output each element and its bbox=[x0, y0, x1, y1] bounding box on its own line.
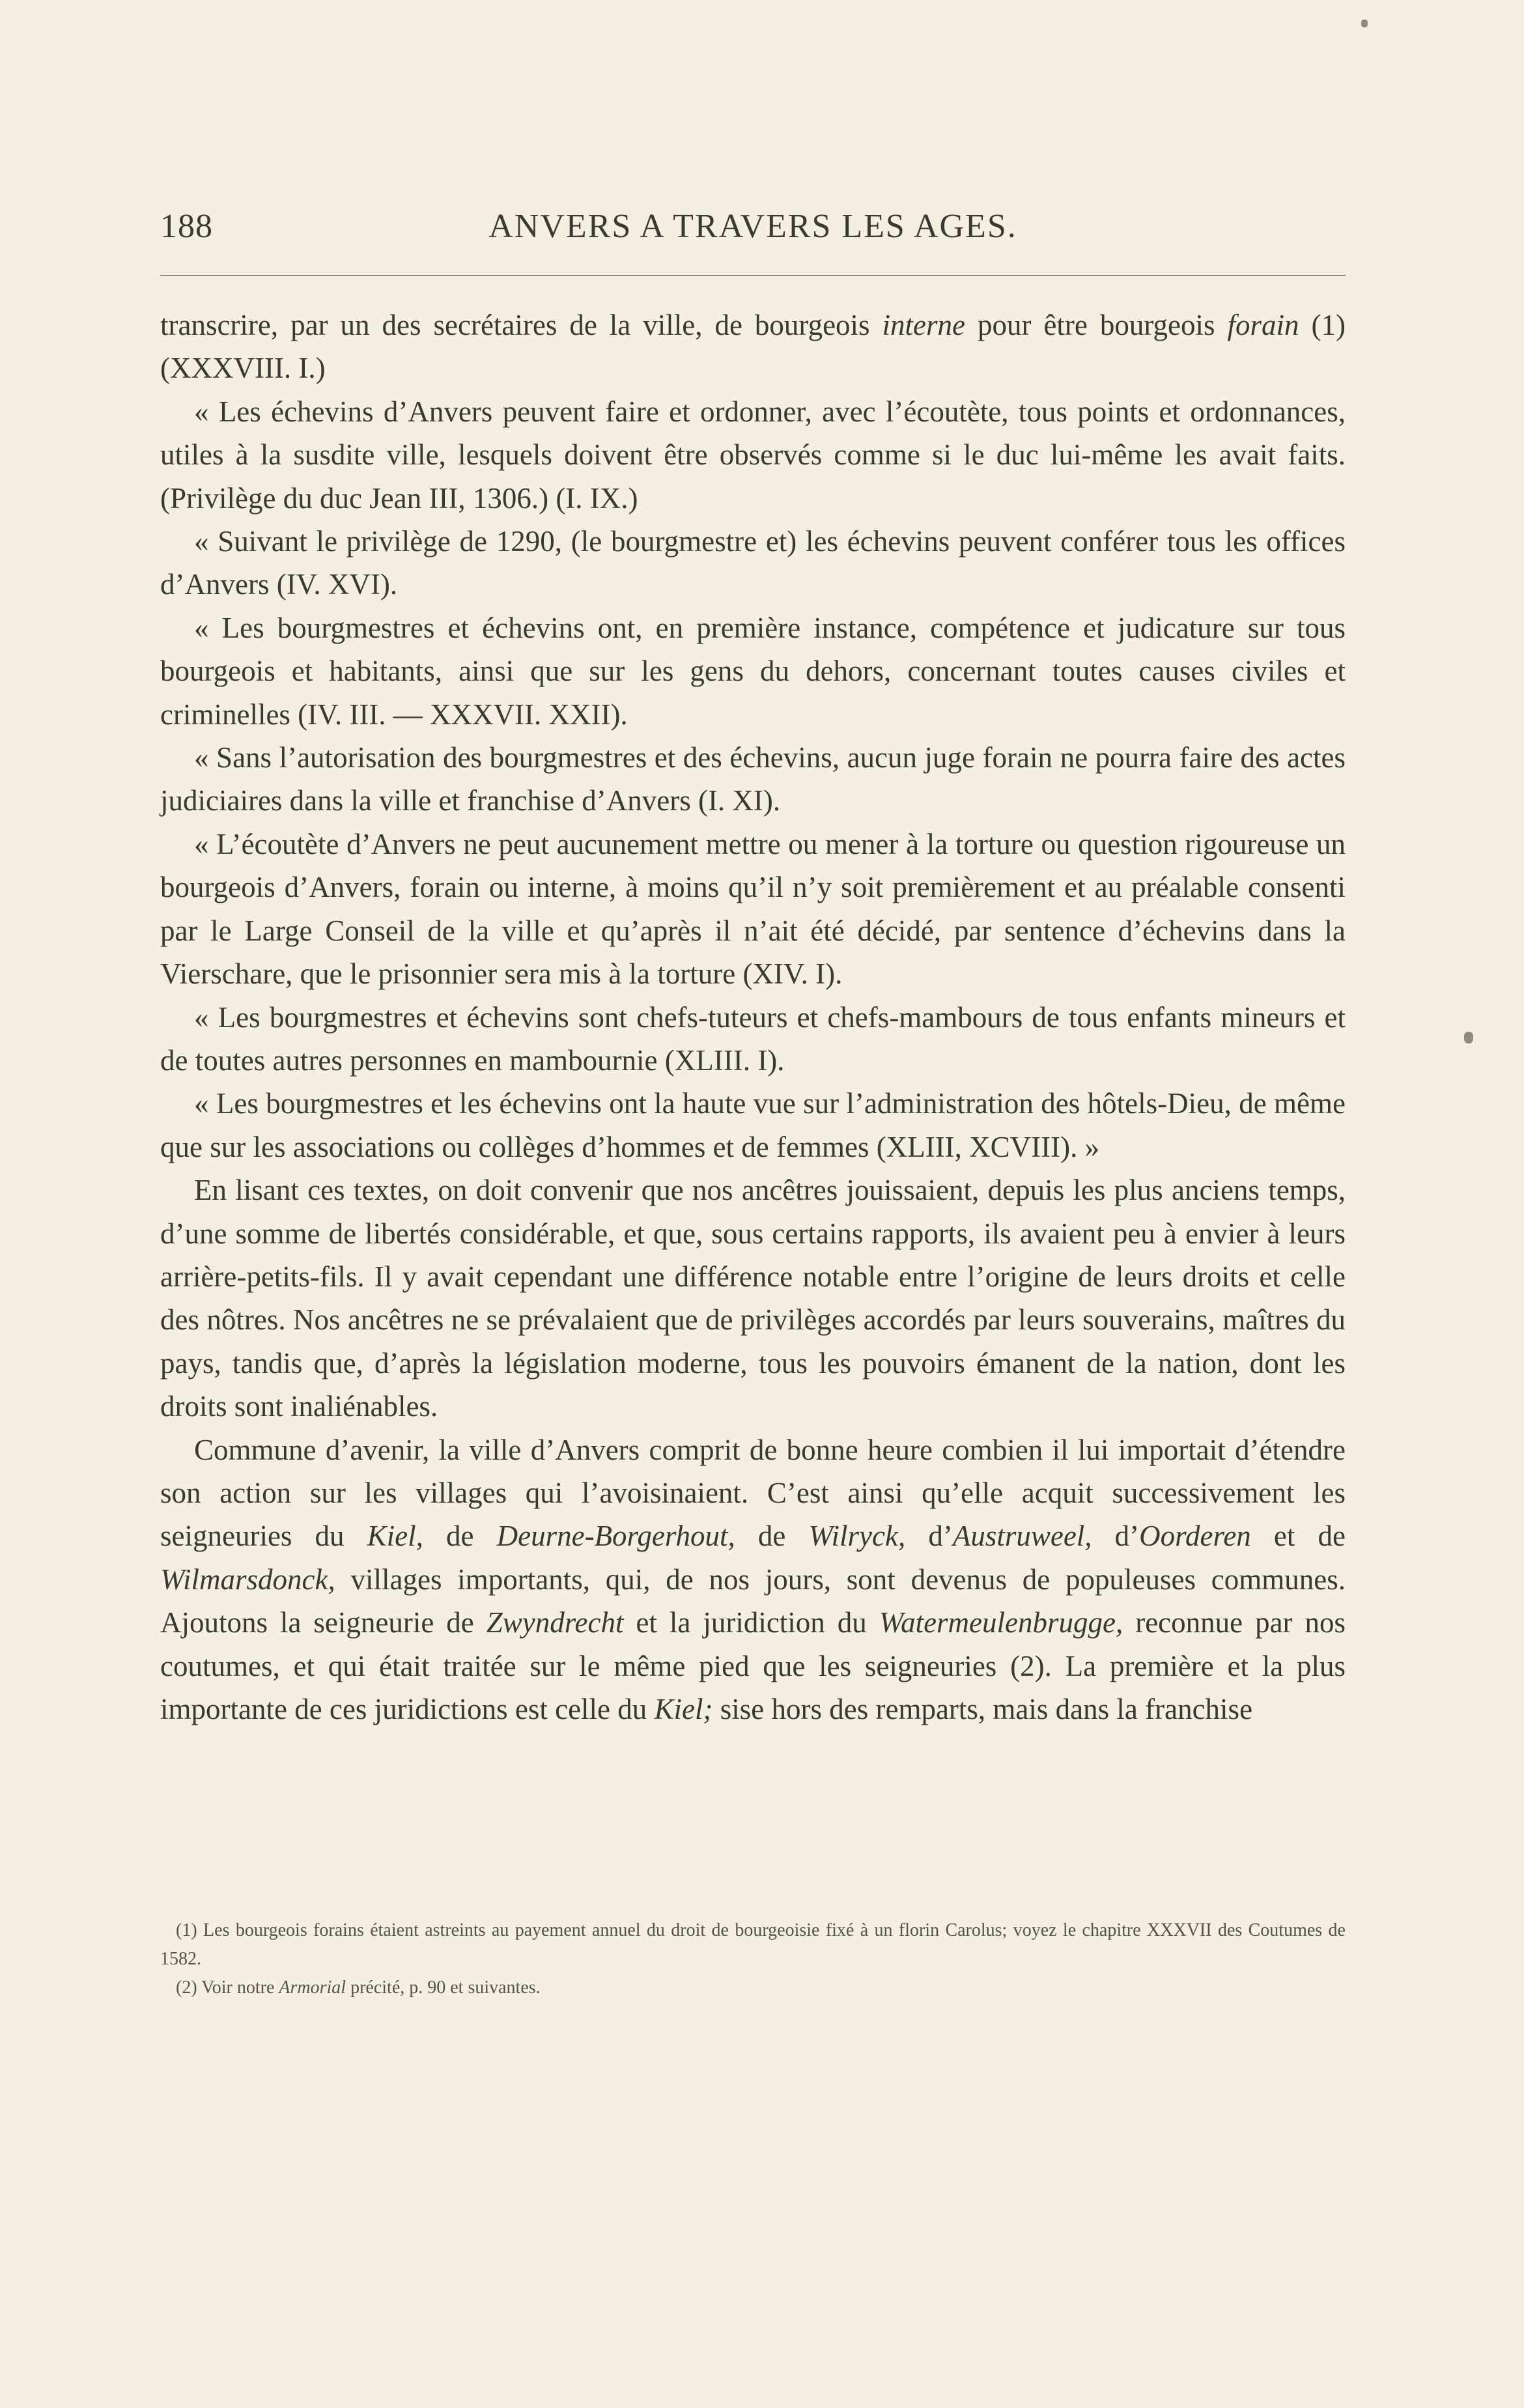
text-run: de bbox=[423, 1520, 497, 1553]
quoted-paragraph: « Suivant le privilège de 1290, (le bourgmestre et) les échevins peuvent conférer tous les offices d’Anvers (IV. XVI). bbox=[160, 525, 1346, 601]
quoted-paragraph: « Les bourgmestres et échevins ont, en première instance, compétence et judicature sur tous bourgeois et habitants, ainsi que sur les gens du dehors, concernant toutes causes civiles et criminelles (IV. III. — XXXVII. XXII). bbox=[160, 611, 1346, 731]
italic-place: Zwyndrecht bbox=[486, 1606, 624, 1639]
header-rule bbox=[160, 275, 1346, 276]
italic-place: Kiel; bbox=[654, 1693, 713, 1725]
paper-speck bbox=[1361, 20, 1368, 27]
italic-place: Deurne-Borgerhout, bbox=[496, 1520, 735, 1553]
footnote-1: (1) Les bourgeois forains étaient astreints au payement annuel du droit de bourgeoisie fixé à un florin Carolus; voyez le chapitre XXXVII des Coutumes de 1582. bbox=[160, 1920, 1346, 1969]
text-run: d’ bbox=[1092, 1520, 1140, 1553]
text-run: (1) (XXXVIII. I.) bbox=[160, 309, 1346, 385]
paper-speck bbox=[1464, 1032, 1473, 1043]
quoted-paragraph: « L’écoutète d’Anvers ne peut aucunement mettre ou mener à la torture ou question rigoureuse un bourgeois d’Anvers, forain ou interne, à moins qu’il n’y soit premièrement et au préalable consenti par le Large Conseil de la ville et qu’après il n’ait été décidé, par sentence d’échevins dans la Vierschare, que le prisonnier sera mis à la torture (XIV. I). bbox=[160, 827, 1346, 991]
italic-title: Armorial bbox=[279, 1977, 346, 1998]
italic-place: Oorderen bbox=[1139, 1520, 1251, 1553]
book-page bbox=[160, 207, 1346, 1998]
running-header bbox=[160, 207, 1346, 254]
italic-place: Wilmarsdonck, bbox=[160, 1563, 335, 1596]
text-run: transcrire, par un des secrétaires de la ville, de bourgeois bbox=[160, 309, 882, 341]
italic-term: forain bbox=[1227, 309, 1299, 341]
paragraph bbox=[160, 1428, 1346, 1731]
italic-place: Kiel, bbox=[367, 1520, 423, 1553]
text-run: Commune d’avenir, la ville d’Anvers comprit de bonne heure combien il lui importait d’étendre son action sur les villages qui l’avoisinaient. C’est ainsi qu’elle acquit successivement les seigneuries du bbox=[160, 1433, 1346, 1553]
italic-place: Austruweel, bbox=[952, 1520, 1092, 1553]
running-title: ANVERS A TRAVERS LES AGES. bbox=[488, 208, 1017, 245]
text-run: et la juridiction du bbox=[623, 1606, 879, 1639]
text-run: sise hors des remparts, mais dans la franchise bbox=[713, 1693, 1253, 1725]
text-run: de bbox=[735, 1520, 809, 1553]
text-run: précité, p. 90 et suivantes. bbox=[346, 1977, 541, 1998]
footnotes bbox=[160, 1916, 1346, 2002]
text-run: et de bbox=[1250, 1520, 1346, 1553]
footnote-2 bbox=[160, 1974, 1346, 2002]
text-run: villages importants, qui, de nos jours, sont devenus de populeuses communes. Ajoutons la seigneurie de bbox=[160, 1563, 1346, 1639]
italic-place: Wilryck, bbox=[808, 1520, 906, 1553]
text-run: (2) Voir notre bbox=[176, 1977, 279, 1998]
quoted-paragraph: « Les bourgmestres et les échevins ont la haute vue sur l’administration des hôtels-Dieu, de même que sur les associations ou collèges d’hommes et de femmes (XLIII, XCVIII). » bbox=[160, 1087, 1346, 1163]
italic-place: Watermeulenbrugge, bbox=[879, 1606, 1123, 1639]
paragraph: En lisant ces textes, on doit convenir que nos ancêtres jouissaient, depuis les plus anciens temps, d’une somme de libertés considérable, et que, sous certains rapports, ils avaient peu à envier à leurs arrière-petits-fils. Il y avait cependant une différence notable entre l’origine de leurs droits et celle des nôtres. Nos ancêtres ne se prévalaient que de privilèges accordés par leurs souverains, maîtres du pays, tandis que, d’après la législation moderne, tous les pouvoirs émanent de la nation, dont les droits sont inaliénables. bbox=[160, 1174, 1346, 1423]
italic-term: interne bbox=[882, 309, 966, 341]
text-run: pour être bourgeois bbox=[965, 309, 1228, 341]
main-text bbox=[160, 304, 1346, 1731]
quoted-paragraph: « Sans l’autorisation des bourgmestres et des échevins, aucun juge forain ne pourra faire des actes judiciaires dans la ville et franchise d’Anvers (I. XI). bbox=[160, 741, 1346, 817]
quoted-paragraph: « Les bourgmestres et échevins sont chefs-tuteurs et chefs-mambours de tous enfants mineurs et de toutes autres personnes en mambournie (XLIII. I). bbox=[160, 1000, 1346, 1077]
page-number: 188 bbox=[160, 208, 213, 245]
paragraph-continuation bbox=[160, 304, 1346, 390]
quoted-paragraph: « Les échevins d’Anvers peuvent faire et ordonner, avec l’écoutète, tous points et ordonnances, utiles à la susdite ville, lesquels doivent être observés comme si le duc lui-même les avait faits. (Privilège du duc Jean III, 1306.) (I. IX.) bbox=[160, 395, 1346, 515]
text-run: reconnue par nos coutumes, et qui était traitée sur le même pied que les seigneuries (2). La première et la plus importante de ces juridictions est celle du bbox=[160, 1606, 1346, 1725]
text-run: d’ bbox=[905, 1520, 953, 1553]
